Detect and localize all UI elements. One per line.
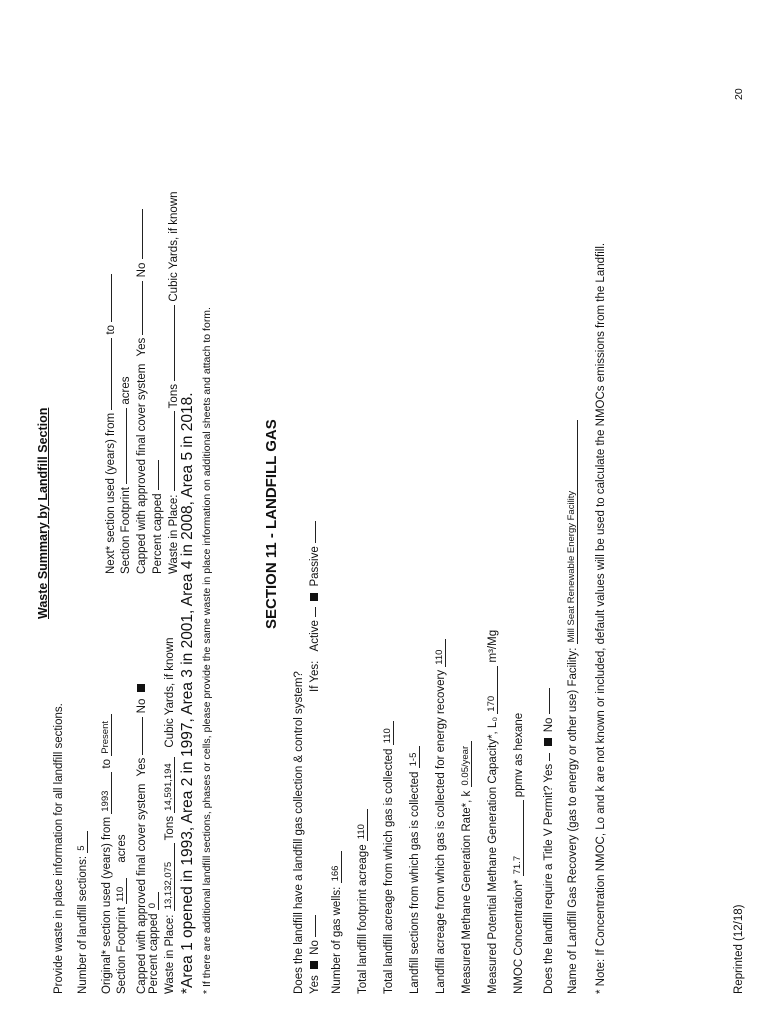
- left-capped-no-label: No: [136, 698, 148, 714]
- original-to-label: to: [101, 758, 113, 769]
- footprint-acreage-label: Total landfill footprint acreage: [357, 844, 369, 994]
- methane-rate-value: 0.05/year: [460, 742, 472, 788]
- right-tons-blank[interactable]: [163, 411, 175, 491]
- left-footprint-value: 110: [115, 878, 127, 904]
- passive-blank[interactable]: [304, 521, 316, 543]
- recovery-facility-row: [566, 420, 580, 994]
- original-from-value: 1993: [100, 772, 112, 814]
- left-capped-yes-blank[interactable]: [131, 717, 143, 755]
- title-v-row: [538, 688, 556, 994]
- left-waste-row: [163, 637, 177, 994]
- recovery-facility-value: Mill Seat Renewable Energy Facility: [566, 420, 578, 644]
- right-footprint-blank[interactable]: [115, 408, 127, 484]
- footprint-acreage-row: [356, 809, 370, 994]
- energy-recovery-row: [434, 639, 448, 994]
- right-capped-no-blank[interactable]: [131, 209, 143, 259]
- right-percent-blank[interactable]: [147, 460, 159, 490]
- num-sections-value: 5: [76, 831, 88, 853]
- collected-acreage-row: [382, 721, 396, 994]
- original-years-label: Original* section used (years) from: [101, 816, 113, 994]
- collected-sections-row: [408, 746, 422, 994]
- right-cy-label: Cubic Yards, if known: [168, 191, 180, 302]
- collected-sections-value: 1-5: [408, 746, 420, 768]
- methane-rate-label: Measured Methane Generation Rate*, k: [461, 790, 473, 994]
- right-capped-label: Capped with approved final cover system: [136, 363, 148, 574]
- gas-system-yes-label: Yes: [309, 975, 321, 994]
- collected-sections-label: Landfill sections from which gas is collected: [409, 771, 421, 994]
- passive-label: Passive: [309, 546, 321, 587]
- gas-system-answer-row: [304, 915, 322, 994]
- title-v-no-label: No: [543, 717, 555, 733]
- right-cy-blank[interactable]: [163, 305, 175, 381]
- energy-recovery-value: 110: [434, 639, 446, 667]
- left-cy-value: 14,591,194: [163, 757, 175, 813]
- left-capped-yes-label: Yes: [136, 757, 148, 777]
- waste-summary-title: Waste Summary by Landfill Section: [36, 407, 50, 619]
- left-waste-label: Waste in Place:: [164, 914, 176, 994]
- if-yes-label: If Yes:: [309, 660, 321, 692]
- methane-capacity-label: Measured Potential Methane Generation Capacity*, L₀: [487, 716, 499, 994]
- gas-type-row: [304, 521, 322, 692]
- collected-acreage-label: Total landfill acreage from which gas is collected: [383, 748, 395, 994]
- left-footprint-row: [115, 835, 129, 994]
- gas-system-no-blank[interactable]: [304, 915, 316, 937]
- right-capped-no-label: No: [136, 262, 148, 278]
- left-tons-label: Tons: [164, 816, 176, 841]
- methane-rate-row: [460, 742, 474, 995]
- methane-capacity-unit: m³/Mg: [487, 629, 499, 663]
- right-footprint-label: Section Footprint: [120, 487, 132, 574]
- next-to-label: to: [105, 324, 117, 335]
- left-capped-label: Capped with approved final cover system: [136, 783, 148, 994]
- num-sections-label: Number of landfill sections:: [77, 855, 89, 994]
- left-cy-label: Cubic Yards, if known: [164, 637, 176, 748]
- footprint-acreage-value: 110: [356, 809, 368, 841]
- nmoc-row: [512, 713, 526, 994]
- num-sections-row: [76, 831, 90, 994]
- title-v-yes-checkbox[interactable]: [544, 738, 552, 746]
- right-capped-yes-label: Yes: [136, 337, 148, 357]
- left-capped-no-checkbox[interactable]: [137, 684, 145, 692]
- left-tons-value: 13,132,075: [163, 843, 175, 911]
- energy-recovery-label: Landfill acreage from which gas is collected for energy recovery: [435, 669, 447, 994]
- gas-wells-value: 166: [330, 851, 342, 883]
- nmoc-unit: ppmv as hexane: [513, 712, 525, 798]
- title-v-label: Does the landfill require a Title V Permit? Yes: [543, 763, 555, 994]
- right-waste-label: Waste in Place:: [168, 494, 180, 574]
- gas-system-no-label: No: [309, 940, 321, 955]
- left-percent-row: [147, 892, 161, 994]
- recovery-facility-label: Name of Landfill Gas Recovery (gas to energy or other use) Facility:: [567, 647, 579, 994]
- gas-system-yes-checkbox[interactable]: [310, 961, 318, 969]
- next-from-blank[interactable]: [100, 338, 112, 410]
- active-label: Active: [309, 620, 321, 652]
- gas-wells-label: Number of gas wells:: [331, 886, 343, 994]
- active-checkbox[interactable]: [310, 593, 318, 601]
- title-v-yes-blank[interactable]: [538, 753, 550, 761]
- page-number: 20: [733, 88, 745, 100]
- methane-capacity-value: 170: [486, 666, 498, 714]
- next-to-blank[interactable]: [100, 274, 112, 322]
- section-11-heading: SECTION 11 - LANDFILL GAS: [263, 419, 280, 629]
- right-tons-label: Tons: [168, 384, 180, 409]
- gas-system-question: Does the landfill have a landfill gas collection & control system?: [293, 671, 305, 994]
- left-footprint-label: Section Footprint: [116, 907, 128, 994]
- next-years-label: Next* section used (years) from: [105, 412, 117, 574]
- collected-acreage-value: 110: [382, 721, 394, 745]
- left-acres-label: acres: [116, 834, 128, 863]
- area-note: *Area 1 opened in 1993, Area 2 in 1997, Area 3 in 2001, Area 4 in 2008, Area 5 in 2018.: [179, 392, 196, 994]
- original-to-value: Present: [100, 714, 112, 756]
- left-percent-value: 0: [147, 892, 159, 910]
- left-percent-label: Percent capped: [148, 913, 160, 994]
- methane-capacity-row: [486, 630, 500, 994]
- right-acres-label: acres: [120, 376, 132, 405]
- title-v-no-blank[interactable]: [538, 688, 550, 714]
- gas-wells-row: [330, 851, 344, 994]
- active-blank[interactable]: [304, 607, 316, 617]
- nmoc-value: 71.7: [512, 800, 524, 876]
- reprinted-date: Reprinted (12/18): [733, 904, 745, 994]
- intro-text: Provide waste in place information for all landfill sections.: [53, 703, 65, 994]
- right-percent-label: Percent capped: [152, 493, 164, 574]
- right-capped-yes-blank[interactable]: [131, 281, 143, 335]
- nmoc-label: NMOC Concentration*: [513, 879, 525, 994]
- additional-sections-note: * If there are additional landfill sections, phases or cells, please provide the same waste in place information on additional sheets and attach to form.: [201, 307, 213, 994]
- original-years-row: [100, 714, 114, 994]
- default-values-note: * Note: If Concentration NMOC, Lo and k are not known or included, default values will be used to calculate the NMOCs emissions from the Landfill.: [595, 242, 607, 994]
